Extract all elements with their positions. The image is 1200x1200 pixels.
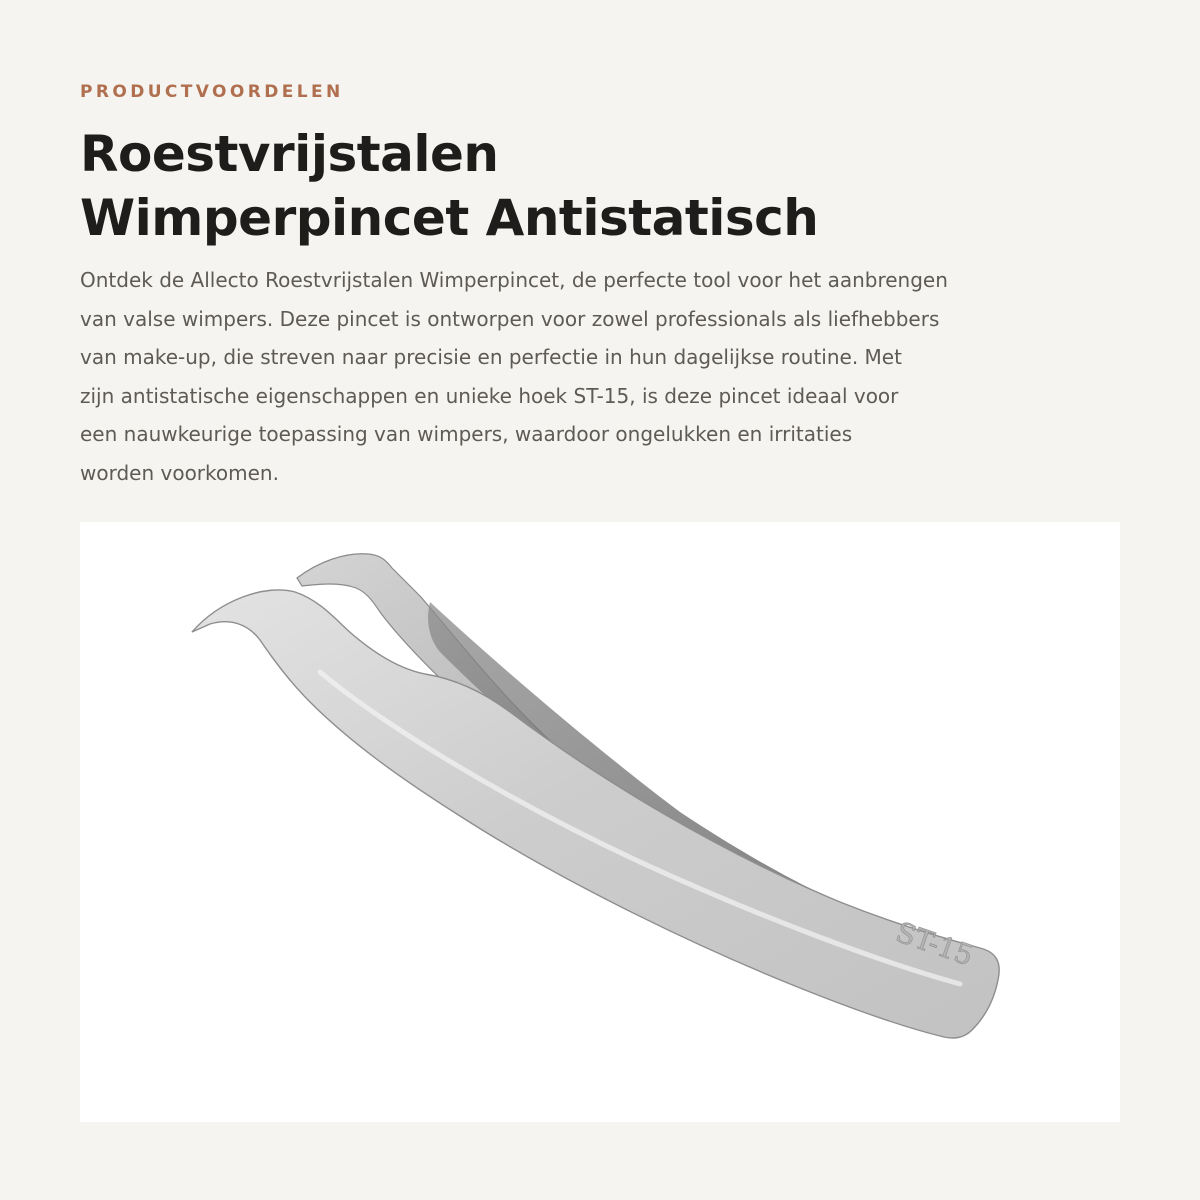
title-line: Wimperpincet Antistatisch — [80, 189, 819, 247]
page-title — [80, 122, 818, 250]
description-line: een nauwkeurige toepassing van wimpers, waardoor ongelukken en irritaties — [80, 422, 853, 446]
tweezers-illustration — [80, 522, 1120, 1122]
description-line: van make-up, die streven naar precisie en perfectie in hun dagelijkse routine. Met — [80, 345, 902, 369]
title-line: Roestvrijstalen — [80, 125, 499, 183]
description-line: zijn antistatische eigenschappen en unieke hoek ST-15, is deze pincet ideaal voor — [80, 383, 899, 408]
description-line: van valse wimpers. Deze pincet is ontworpen voor zowel professionals als liefhebbers — [80, 306, 940, 331]
description-line: worden voorkomen. — [80, 460, 279, 485]
product-description — [80, 261, 948, 492]
description-line: Ontdek de Allecto Roestvrijstalen Wimperpincet, de perfecte tool voor het aanbrengen — [80, 268, 948, 292]
tweezers-engraving: ST-15 — [891, 915, 978, 973]
tweezers-front-arm — [192, 590, 999, 1038]
section-eyebrow: PRODUCTVOORDELEN — [80, 82, 344, 102]
product-image — [80, 522, 1120, 1122]
